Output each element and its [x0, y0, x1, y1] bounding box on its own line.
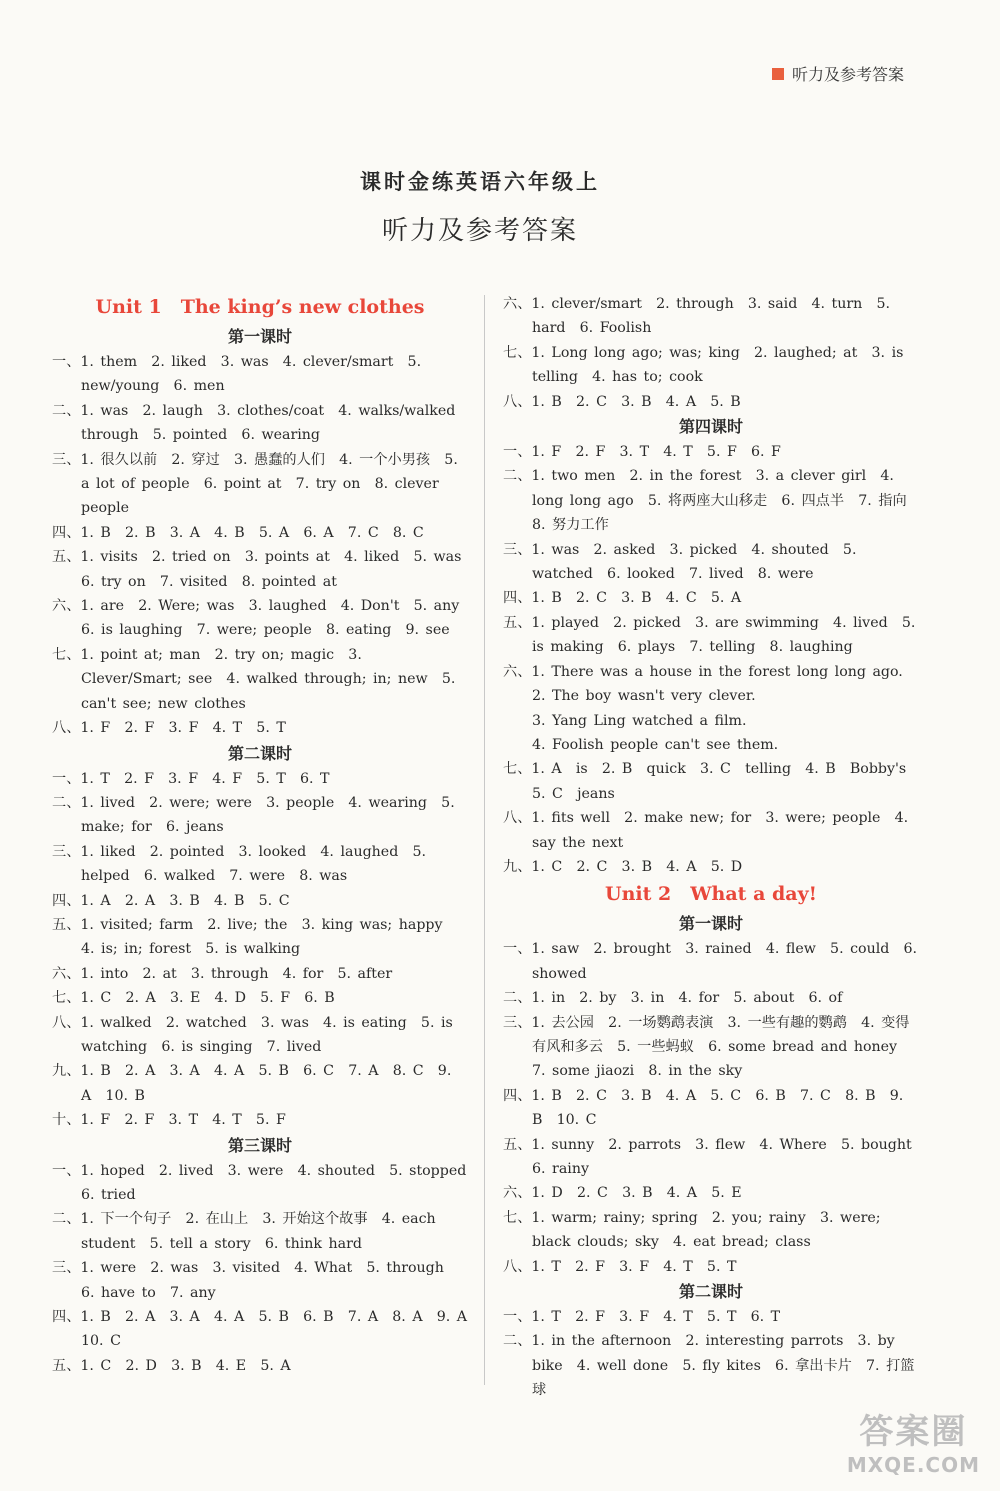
answer-line: 一、1. them 2. liked 3. was 4. clever/smart 5. new/young 6. men	[52, 354, 422, 395]
answer-line: 三、1. was 2. asked 3. picked 4. shouted 5. watched 6. looked 7. lived 8. were	[503, 541, 857, 583]
answer-line: 三、1. liked 2. pointed 3. looked 4. laughed 5. helped 6. walked 7. were 8. was	[52, 843, 427, 885]
answer-line: 六、1. clever/smart 2. through 3. said 4. turn 5. hard 6. Foolish	[503, 296, 891, 337]
answer-line: 五、1. C 2. D 3. B 4. E 5. A	[52, 1357, 291, 1374]
answer-line: 一、1. F 2. F 3. T 4. T 5. F 6. F	[503, 444, 781, 461]
answer-line: 六、1. D 2. C 3. B 4. A 5. E	[503, 1185, 742, 1202]
answer-line: 五、1. visited; farm 2. live; the 3. king was; happy 4. is; in; forest 5. is walking	[52, 916, 457, 958]
answer-line: 七、1. C 2. A 3. E 4. D 5. F 6. B	[52, 990, 335, 1007]
answer-line: 九、1. C 2. C 3. B 4. A 5. D	[503, 858, 743, 875]
answer-line: 八、1. fits well 2. make new; for 3. were; people 4. say the next	[503, 810, 909, 851]
lesson-heading: 第二课时	[227, 743, 292, 763]
answer-line: 一、1. T 2. F 3. F 4. F 5. T 6. T	[52, 770, 330, 787]
answer-line: 八、1. walked 2. watched 3. was 4. is eating 5. is watching 6. is singing 7. lived	[52, 1014, 453, 1055]
answer-line: 三、1. 很久以前 2. 穿过 3. 愚蠢的人们 4. 一个小男孩 5. a lot of people 6. point at 7. try on 8. clever people	[52, 451, 458, 517]
watermark-text: 答案圈	[859, 1412, 968, 1452]
unit-heading: Unit 1 The king’s new clothes	[95, 296, 425, 318]
answer-line: 二、1. in the afternoon 2. interesting parrots 3. by bike 4. well done 5. fly kites 6. 拿出卡片 7. 打篮球	[503, 1333, 915, 1399]
answer-line: 七、1. warm; rainy; spring 2. you; rainy 3. were; black clouds; sky 4. eat bread; class	[503, 1209, 881, 1251]
answer-line: 八、1. T 2. F 3. F 4. T 5. T	[503, 1258, 737, 1275]
answer-line: 四、1. B 2. A 3. A 4. A 5. B 6. B 7. A 8. A 9. A 10. C	[52, 1309, 482, 1350]
answer-line: 七、1. point at; man 2. try on; magic 3. Clever/Smart; see 4. walked through; in; new 5. can't see; new clothes	[52, 646, 456, 712]
watermark-logo	[847, 1404, 980, 1477]
answer-line: 一、1. hoped 2. lived 3. were 4. shouted 5. stopped 6. tried	[52, 1162, 481, 1203]
answer-line: 六、1. into 2. at 3. through 4. for 5. after	[52, 965, 393, 982]
right-column	[503, 292, 926, 1403]
answer-line: 三、1. were 2. was 3. visited 4. What 5. through 6. have to 7. any	[52, 1260, 459, 1301]
answer-line: 七、1. Long long ago; was; king 2. laughed; at 3. is telling 4. has to; cook	[503, 344, 904, 386]
answer-line: 六、1. There was a house in the forest long long ago.	[503, 663, 903, 680]
answer-line: 五、1. visits 2. tried on 3. points at 4. liked 5. was 6. try on 7. visited 8. pointed at	[52, 549, 476, 590]
answer-line: 八、1. F 2. F 3. F 4. T 5. T	[52, 720, 286, 737]
answer-line: 七、1. A is 2. B quick 3. C telling 4. B Bobby's 5. C jeans	[503, 761, 921, 802]
answer-line: 二、1. lived 2. were; were 3. people 4. wearing 5. make; for 6. jeans	[52, 794, 455, 836]
answer-line: 五、1. sunny 2. parrots 3. flew 4. Where 5. bought 6. rainy	[503, 1136, 926, 1177]
lesson-heading: 第二课时	[678, 1282, 743, 1302]
answer-line: 2. The boy wasn't very clever.	[532, 688, 756, 705]
header-label: 听力及参考答案	[791, 65, 904, 84]
running-header	[772, 62, 904, 85]
unit-heading: Unit 2 What a day!	[605, 883, 817, 906]
answer-line: 二、1. was 2. laugh 3. clothes/coat 4. walks/walked through 5. pointed 6. wearing	[52, 402, 456, 444]
answer-line: 六、1. are 2. Were; was 3. laughed 4. Don't 5. any 6. is laughing 7. were; people 8. eating 9. see	[52, 598, 474, 639]
answer-line: 二、1. 下一个句子 2. 在山上 3. 开始这个故事 4. each student 5. tell a story 6. think hard	[52, 1211, 436, 1252]
answer-line: 八、1. B 2. C 3. B 4. A 5. B	[503, 393, 741, 410]
column-divider	[484, 295, 485, 1385]
lesson-heading: 第四课时	[678, 417, 743, 437]
answer-line: 一、1. saw 2. brought 3. rained 4. flew 5. could 6. showed	[503, 941, 918, 982]
section-title: 听力及参考答案	[381, 216, 578, 246]
answer-line: 一、1. T 2. F 3. F 4. T 5. T 6. T	[503, 1309, 781, 1326]
answer-line: 五、1. played 2. picked 3. are swimming 4. lived 5. is making 6. plays 7. telling 8. laughing	[503, 614, 916, 656]
answer-line: 四、1. A 2. A 3. B 4. B 5. C	[52, 892, 290, 909]
answer-line: 3. Yang Ling watched a film.	[532, 712, 747, 729]
book-title: 课时金练英语六年级上	[360, 170, 600, 194]
answer-line: 九、1. B 2. A 3. A 4. A 5. B 6. C 7. A 8. C 9. A 10. B	[52, 1063, 452, 1104]
answer-line: 四、1. B 2. C 3. B 4. A 5. C 6. B 7. C 8. B 9. B 10. C	[503, 1087, 904, 1129]
lesson-heading: 第一课时	[227, 327, 292, 346]
answer-line: 4. Foolish people can't see them.	[532, 736, 779, 753]
answer-line: 四、1. B 2. B 3. A 4. B 5. A 6. A 7. C 8. C	[52, 524, 424, 541]
answer-line: 四、1. B 2. C 3. B 4. C 5. A	[503, 590, 742, 607]
left-column	[52, 292, 482, 1378]
answer-line: 二、1. two men 2. in the forest 3. a clever girl 4. long long ago 5. 将两座大山移走 6. 四点半 7. 指向 8. 努力工作	[503, 468, 921, 534]
lesson-heading: 第一课时	[678, 914, 743, 934]
watermark-url: MXQE.COM	[846, 1453, 980, 1477]
lesson-heading: 第三课时	[227, 1135, 292, 1155]
answer-line: 二、1. in 2. by 3. in 4. for 5. about 6. of	[503, 990, 843, 1007]
answer-line: 十、1. F 2. F 3. T 4. T 5. F	[52, 1112, 286, 1129]
header-marker-icon	[772, 68, 784, 80]
answer-line: 三、1. 去公园 2. 一场鹦鹉表演 3. 一些有趣的鹦鹉 4. 变得有风和多云 5. 一些蚂蚁 6. some bread and honey 7. some jiaozi 8. in the sky	[503, 1014, 912, 1080]
